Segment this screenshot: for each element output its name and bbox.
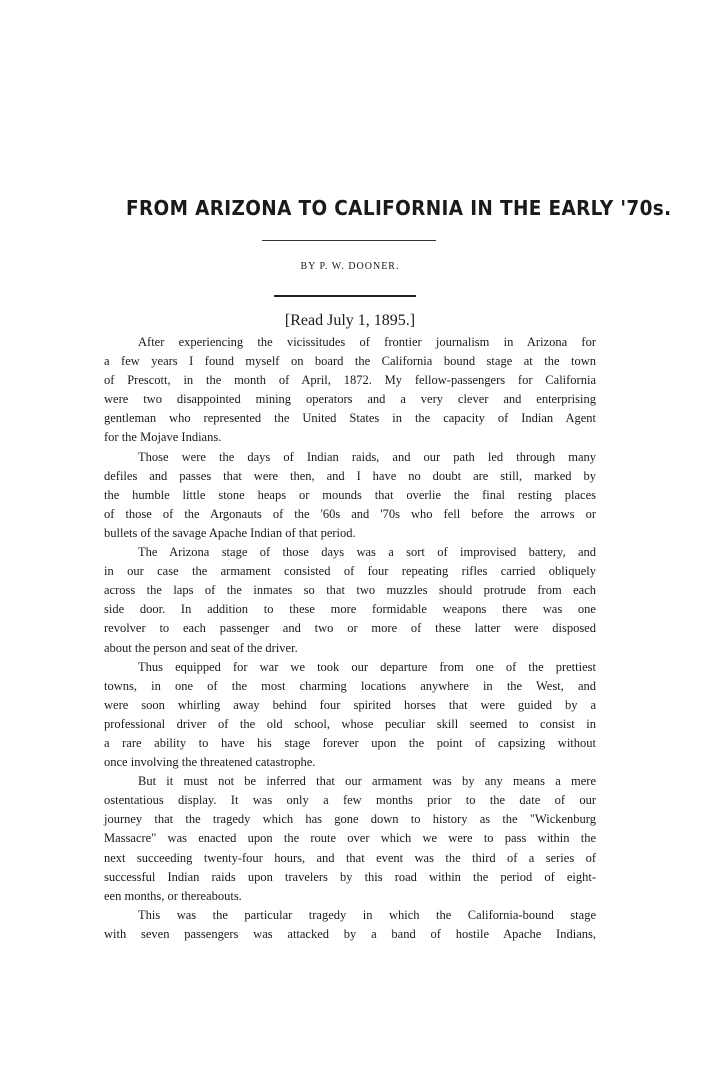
text-line: Massacre" was enacted upon the route over which we were to pass within the [104,831,596,846]
text-line: the humble little stone heaps or mounds that overlie the final resting places [104,487,596,502]
text-line: for the Mojave Indians. [104,430,222,445]
text-line: of Prescott, in the month of April, 1872. My fellow-passengers for California [104,373,596,388]
text-line: successful Indian raids upon travelers by this road within the period of eight- [104,869,596,884]
author-byline: BY P. W. DOONER. [300,261,400,272]
text-line: with seven passengers was attacked by a band of hostile Apache Indians, [104,926,596,941]
text-line: were two disappointed mining operators and a very clever and enterprising [104,392,596,407]
article-title: FROM ARIZONA TO CALIFORNIA IN THE EARLY '70s. [126,196,672,220]
text-line: defiles and passes that were then, and I have no doubt are still, marked by [104,468,596,483]
text-line: about the person and seat of the driver. [104,640,298,655]
paragraph [104,658,596,773]
text-line: a few years I found myself on board the California bound stage at the town [104,354,596,369]
text-line: next succeeding twenty-four hours, and that event was the third of a series of [104,850,596,865]
byline-divider [274,295,416,297]
paragraph [104,333,596,448]
paragraph [104,906,596,944]
text-line: ostentatious display. It was only a few months prior to the date of our [104,793,596,808]
title-divider [262,240,436,241]
text-line: across the laps of the inmates so that two muzzles should protrude from each [104,583,596,598]
text-line: a rare ability to have his stage forever upon the point of capsizing without [104,735,596,750]
text-line: were soon whirling away behind four spirited horses that were guided by a [104,697,596,712]
article-body [104,333,596,944]
paragraph [104,543,596,658]
text-line: After experiencing the vicissitudes of frontier journalism in Arizona for [138,335,596,349]
text-line: journey that the tragedy which has gone down to history as the "Wickenburg [104,812,596,827]
text-line: of those of the Argonauts of the '60s and '70s who fell before the arrows or [104,506,596,521]
text-line: But it must not be inferred that our armament was by any means a mere [138,774,596,789]
text-line: towns, in one of the most charming locations anywhere in the West, and [104,678,596,693]
text-line: gentleman who represented the United States in the capacity of Indian Agent [104,411,596,426]
paragraph [104,448,596,543]
read-date: [Read July 1, 1895.] [284,312,416,329]
text-line: professional driver of the old school, whose peculiar skill seemed to consist in [104,716,596,731]
text-line: Those were the days of Indian raids, and our path led through many [138,449,596,464]
text-line: bullets of the savage Apache Indian of that period. [104,525,356,540]
text-line: revolver to each passenger and two or more of these latter were disposed [104,621,596,636]
text-line: side door. In addition to these more formidable weapons there was one [104,602,596,617]
text-line: once involving the threatened catastrophe. [104,755,316,770]
text-line: in our case the armament consisted of four repeating rifles carried obliquely [104,564,596,579]
text-line: This was the particular tragedy in which the California-bound stage [138,907,596,922]
text-line: Thus equipped for war we took our departure from one of the prettiest [138,659,596,674]
text-line: The Arizona stage of those days was a sort of improvised battery, and [138,545,596,560]
paragraph [104,772,596,906]
text-line: een months, or thereabouts. [104,888,242,903]
